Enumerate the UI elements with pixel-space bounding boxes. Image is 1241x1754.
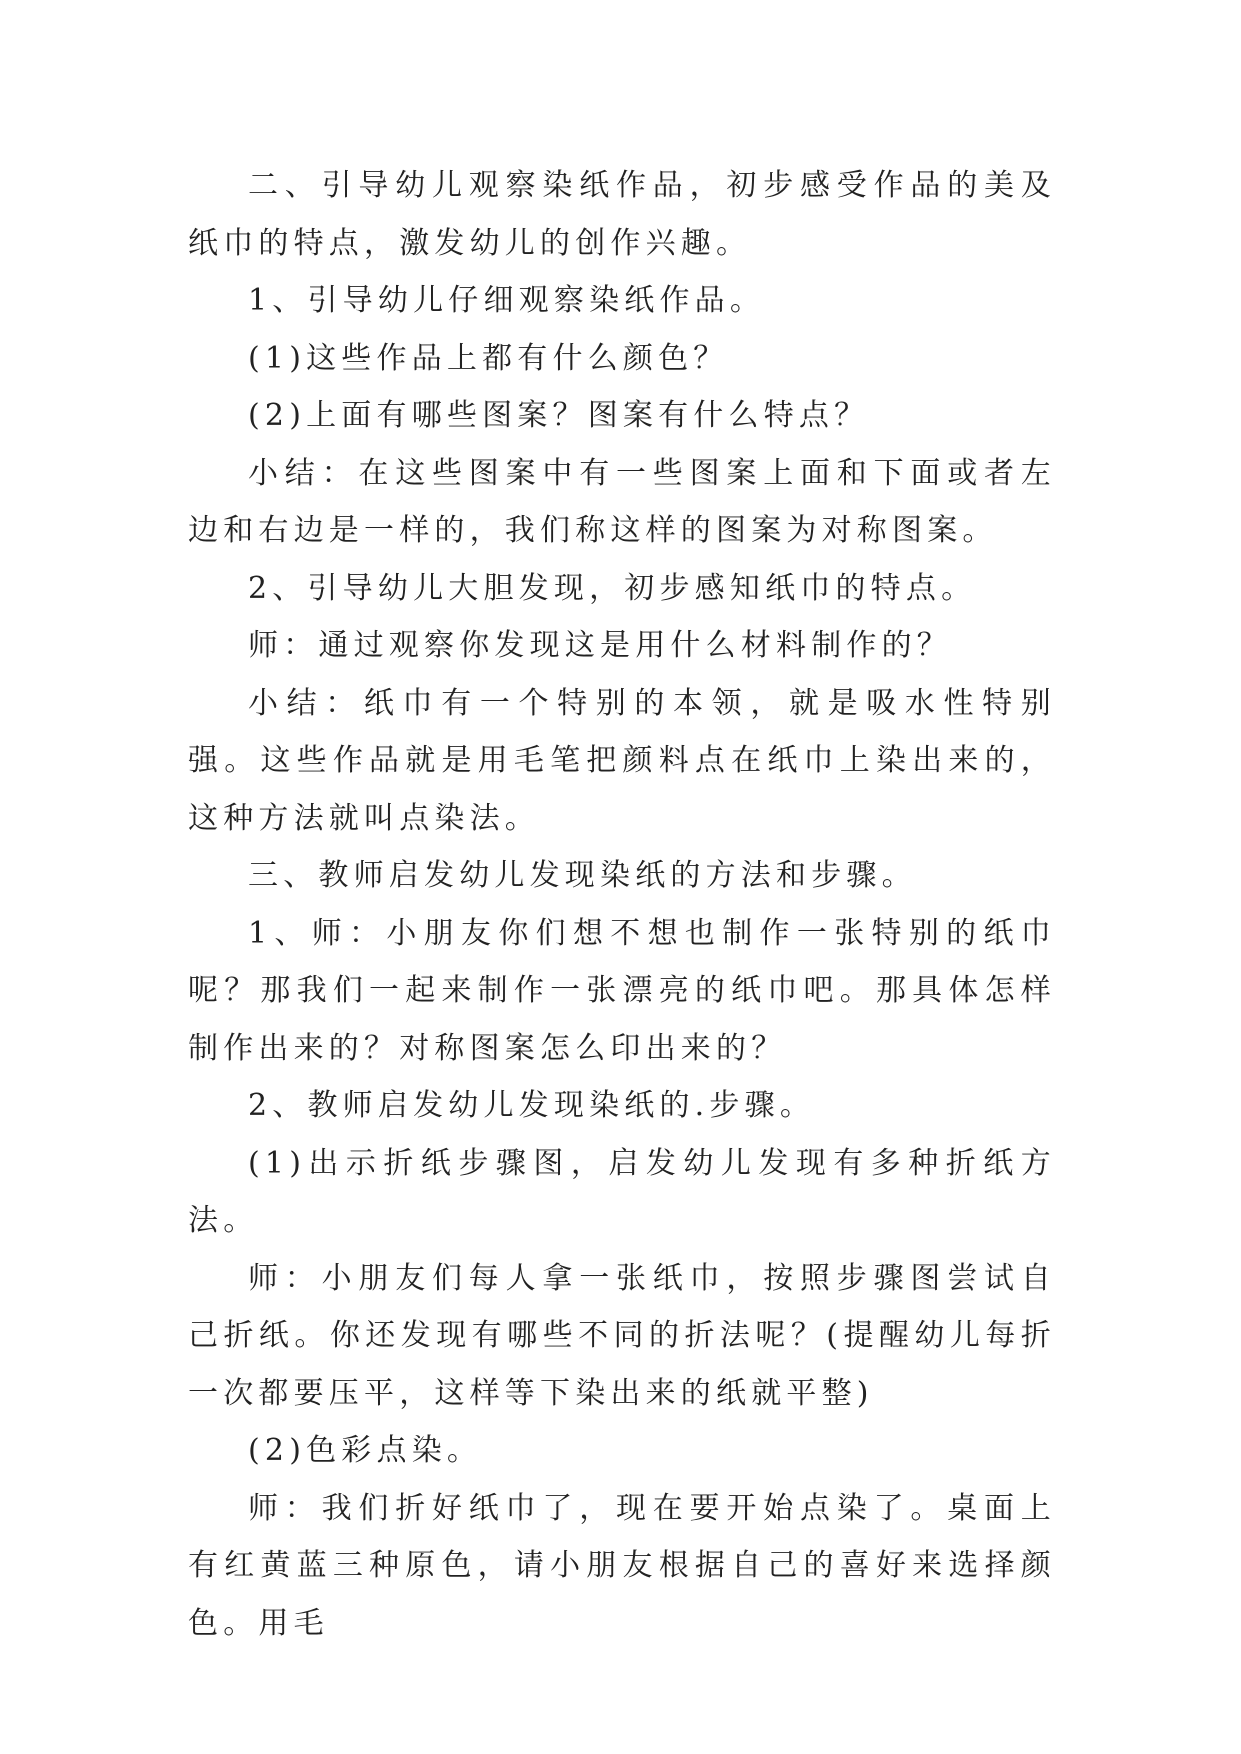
paragraph-step-2: 2、引导幼儿大胆发现，初步感知纸巾的特点。 <box>248 570 977 606</box>
paragraph-folding-diagram: (1)出示折纸步骤图，启发幼儿发现有多种折纸方法。 <box>188 1145 1056 1238</box>
paragraph-summary-symmetry: 小结：在这些图案中有一些图案上面和下面或者左边和右边是一样的，我们称这样的图案为对称图案。 <box>188 455 1056 548</box>
paragraph-teacher-question: 师：通过观察你发现这是用什么材料制作的？ <box>248 628 952 663</box>
paragraph-steps-intro: 2、教师启发幼儿发现染纸的.步骤。 <box>248 1088 816 1123</box>
paragraph-section-two-heading: 二、引导幼儿观察染纸作品，初步感受作品的美及纸巾的特点，激发幼儿的创作兴趣。 <box>188 168 1056 261</box>
paragraph-teacher-invite: 1、师：小朋友你们想不想也制作一张特别的纸巾呢？那我们一起来制作一张漂亮的纸巾吧。那具体怎样制作出来的？对称图案怎么印出来的？ <box>188 915 1056 1066</box>
document-body <box>188 157 1056 1652</box>
paragraph-summary-tissue: 小结：纸巾有一个特别的本领，就是吸水性特别强。这些作品就是用毛笔把颜料点在纸巾上染出来的，这种方法就叫点染法。 <box>188 685 1056 836</box>
paragraph-question-1: (1)这些作品上都有什么颜色？ <box>248 340 729 376</box>
paragraph-question-2: (2)上面有哪些图案？图案有什么特点？ <box>248 398 870 433</box>
paragraph-color-dyeing: (2)色彩点染。 <box>248 1433 483 1468</box>
paragraph-teacher-folding: 师：小朋友们每人拿一张纸巾，按照步骤图尝试自己折纸。你还发现有哪些不同的折法呢？(提醒幼儿每折一次都要压平，这样等下染出来的纸就平整) <box>188 1260 1056 1411</box>
paragraph-section-three-heading: 三、教师启发幼儿发现染纸的方法和步骤。 <box>248 858 917 893</box>
paragraph-step-1: 1、引导幼儿仔细观察染纸作品。 <box>248 283 766 318</box>
paragraph-teacher-dyeing: 师：我们折好纸巾了，现在要开始点染了。桌面上有红黄蓝三种原色，请小朋友根据自己的喜好来选择颜色。用毛 <box>188 1490 1056 1641</box>
